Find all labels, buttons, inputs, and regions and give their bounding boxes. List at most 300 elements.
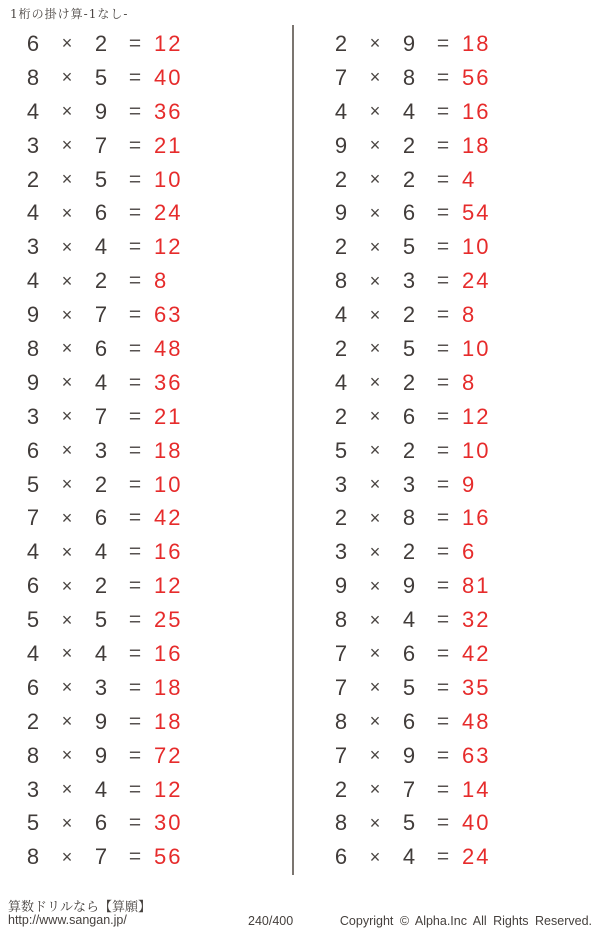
multiplier: 9 <box>94 98 108 124</box>
times-sign: × <box>369 474 381 495</box>
answer: 12 <box>154 234 183 260</box>
answer: 30 <box>154 810 183 836</box>
multiplier: 9 <box>402 742 416 768</box>
multiplicand: 2 <box>334 234 348 260</box>
multiplicand: 7 <box>334 674 348 700</box>
answer: 21 <box>154 403 183 429</box>
times-sign: × <box>61 270 73 291</box>
problem-row <box>296 298 600 332</box>
multiplier: 2 <box>402 369 416 395</box>
times-sign: × <box>61 135 73 156</box>
problem-row <box>0 739 290 773</box>
multiplicand: 3 <box>26 403 40 429</box>
problem-row <box>296 468 600 502</box>
multiplicand: 4 <box>334 98 348 124</box>
times-sign: × <box>369 575 381 596</box>
times-sign: × <box>61 101 73 122</box>
equals-sign: = <box>436 201 450 225</box>
times-sign: × <box>61 609 73 630</box>
times-sign: × <box>369 338 381 359</box>
multiplier: 6 <box>94 810 108 836</box>
multiplier: 6 <box>402 640 416 666</box>
multiplicand: 9 <box>334 200 348 226</box>
times-sign: × <box>369 202 381 223</box>
problem-row <box>0 332 290 366</box>
multiplier: 2 <box>94 30 108 56</box>
multiplier: 7 <box>402 776 416 802</box>
multiplier: 3 <box>402 268 416 294</box>
problem-row <box>0 298 290 332</box>
multiplicand: 4 <box>26 539 40 565</box>
problem-row <box>296 840 600 874</box>
equals-sign: = <box>436 235 450 259</box>
answer: 8 <box>154 268 169 294</box>
multiplicand: 7 <box>334 742 348 768</box>
multiplier: 6 <box>94 335 108 361</box>
multiplicand: 3 <box>26 234 40 260</box>
multiplicand: 7 <box>334 64 348 90</box>
equals-sign: = <box>128 574 142 598</box>
problem-row <box>296 27 600 61</box>
multiplicand: 7 <box>26 505 40 531</box>
multiplier: 6 <box>402 200 416 226</box>
answer: 10 <box>154 166 183 192</box>
answer: 48 <box>154 335 183 361</box>
page-title: 1桁の掛け算-1なし- <box>10 7 129 21</box>
problem-row <box>0 501 290 535</box>
answer: 81 <box>462 573 491 599</box>
equals-sign: = <box>128 201 142 225</box>
answer: 8 <box>462 369 477 395</box>
problem-row <box>0 196 290 230</box>
equals-sign: = <box>128 65 142 89</box>
equals-sign: = <box>436 777 450 801</box>
multiplicand: 8 <box>334 607 348 633</box>
footer-site-url: http://www.sangan.jp/ <box>8 913 127 927</box>
answer: 12 <box>154 573 183 599</box>
copyright-text: Copyright © Alpha.Inc All Rights Reserved. <box>339 914 592 928</box>
answer: 8 <box>462 302 477 328</box>
problem-row <box>296 230 600 264</box>
times-sign: × <box>369 372 381 393</box>
answer: 36 <box>154 369 183 395</box>
answer: 35 <box>462 674 491 700</box>
problem-row <box>296 434 600 468</box>
multiplier: 3 <box>402 471 416 497</box>
multiplier: 6 <box>402 403 416 429</box>
times-sign: × <box>61 338 73 359</box>
answer: 36 <box>154 98 183 124</box>
multiplier: 5 <box>94 64 108 90</box>
equals-sign: = <box>436 608 450 632</box>
answer: 16 <box>154 539 183 565</box>
answer: 10 <box>462 437 491 463</box>
multiplier: 4 <box>94 539 108 565</box>
times-sign: × <box>61 779 73 800</box>
times-sign: × <box>61 846 73 867</box>
equals-sign: = <box>128 31 142 55</box>
multiplicand: 9 <box>334 132 348 158</box>
multiplier: 6 <box>94 505 108 531</box>
equals-sign: = <box>128 167 142 191</box>
equals-sign: = <box>128 438 142 462</box>
problem-row <box>296 705 600 739</box>
equals-sign: = <box>128 269 142 293</box>
problem-row <box>0 61 290 95</box>
times-sign: × <box>61 507 73 528</box>
times-sign: × <box>61 474 73 495</box>
multiplier: 4 <box>94 776 108 802</box>
times-sign: × <box>61 304 73 325</box>
equals-sign: = <box>436 811 450 835</box>
multiplier: 5 <box>402 674 416 700</box>
times-sign: × <box>61 575 73 596</box>
problem-row <box>296 264 600 298</box>
answer: 40 <box>154 64 183 90</box>
problem-row <box>296 129 600 163</box>
answer: 54 <box>462 200 491 226</box>
multiplicand: 2 <box>26 708 40 734</box>
times-sign: × <box>61 812 73 833</box>
answer: 25 <box>154 607 183 633</box>
multiplier: 7 <box>94 302 108 328</box>
times-sign: × <box>369 541 381 562</box>
answer: 24 <box>462 268 491 294</box>
problem-row <box>296 671 600 705</box>
multiplier: 7 <box>94 844 108 870</box>
equals-sign: = <box>436 99 450 123</box>
multiplicand: 9 <box>26 369 40 395</box>
times-sign: × <box>369 270 381 291</box>
multiplicand: 5 <box>26 607 40 633</box>
multiplicand: 9 <box>26 302 40 328</box>
times-sign: × <box>369 169 381 189</box>
equals-sign: = <box>436 404 450 428</box>
multiplier: 2 <box>94 573 108 599</box>
problem-row <box>0 366 290 400</box>
multiplier: 4 <box>94 234 108 260</box>
times-sign: × <box>369 304 381 325</box>
times-sign: × <box>61 372 73 393</box>
equals-sign: = <box>436 336 450 360</box>
answer: 10 <box>462 234 491 260</box>
problems-column-left <box>0 27 290 874</box>
equals-sign: = <box>128 99 142 123</box>
multiplier: 2 <box>94 268 108 294</box>
multiplier: 4 <box>94 640 108 666</box>
multiplicand: 2 <box>334 776 348 802</box>
equals-sign: = <box>128 506 142 530</box>
times-sign: × <box>61 33 73 54</box>
equals-sign: = <box>436 574 450 598</box>
problem-row <box>0 163 290 197</box>
problem-row <box>0 264 290 298</box>
answer: 24 <box>154 200 183 226</box>
multiplicand: 8 <box>26 335 40 361</box>
times-sign: × <box>61 202 73 223</box>
answer: 63 <box>154 302 183 328</box>
answer: 10 <box>154 471 183 497</box>
multiplier: 4 <box>402 844 416 870</box>
multiplicand: 6 <box>26 30 40 56</box>
problem-row <box>0 603 290 637</box>
equals-sign: = <box>436 303 450 327</box>
multiplicand: 3 <box>26 132 40 158</box>
problem-row <box>0 806 290 840</box>
equals-sign: = <box>436 845 450 869</box>
answer: 16 <box>154 640 183 666</box>
problem-row <box>296 603 600 637</box>
equals-sign: = <box>128 404 142 428</box>
multiplier: 6 <box>94 200 108 226</box>
multiplicand: 4 <box>26 98 40 124</box>
problem-row <box>296 569 600 603</box>
times-sign: × <box>61 541 73 562</box>
multiplier: 5 <box>402 810 416 836</box>
multiplier: 5 <box>402 335 416 361</box>
equals-sign: = <box>128 303 142 327</box>
equals-sign: = <box>436 743 450 767</box>
problem-row <box>296 366 600 400</box>
answer: 4 <box>462 166 477 192</box>
equals-sign: = <box>128 845 142 869</box>
times-sign: × <box>369 101 381 122</box>
equals-sign: = <box>128 336 142 360</box>
multiplier: 5 <box>94 166 108 192</box>
footer-site-label: 算数ドリルなら【算願】 <box>8 900 152 915</box>
answer: 14 <box>462 776 491 802</box>
times-sign: × <box>369 711 381 732</box>
answer: 24 <box>462 844 491 870</box>
equals-sign: = <box>436 438 450 462</box>
equals-sign: = <box>128 370 142 394</box>
equals-sign: = <box>436 641 450 665</box>
problem-row <box>0 535 290 569</box>
multiplicand: 8 <box>26 742 40 768</box>
multiplicand: 8 <box>26 844 40 870</box>
answer: 9 <box>462 471 477 497</box>
problem-row <box>296 61 600 95</box>
multiplicand: 8 <box>334 708 348 734</box>
times-sign: × <box>61 406 73 427</box>
multiplier: 3 <box>94 674 108 700</box>
multiplicand: 8 <box>26 64 40 90</box>
equals-sign: = <box>436 709 450 733</box>
answer: 56 <box>462 64 491 90</box>
multiplicand: 3 <box>26 776 40 802</box>
equals-sign: = <box>436 472 450 496</box>
problem-row <box>296 400 600 434</box>
multiplier: 5 <box>402 234 416 260</box>
answer: 18 <box>462 30 491 56</box>
times-sign: × <box>369 135 381 156</box>
problem-row <box>296 806 600 840</box>
times-sign: × <box>369 236 381 257</box>
equals-sign: = <box>436 65 450 89</box>
problem-row <box>0 95 290 129</box>
multiplicand: 6 <box>26 674 40 700</box>
problem-row <box>0 230 290 264</box>
answer: 10 <box>462 335 491 361</box>
equals-sign: = <box>128 743 142 767</box>
multiplicand: 2 <box>26 166 40 192</box>
equals-sign: = <box>128 235 142 259</box>
multiplier: 2 <box>402 302 416 328</box>
multiplier: 9 <box>402 30 416 56</box>
answer: 12 <box>154 30 183 56</box>
multiplier: 6 <box>402 708 416 734</box>
multiplier: 2 <box>94 471 108 497</box>
times-sign: × <box>369 33 381 54</box>
multiplier: 7 <box>94 132 108 158</box>
times-sign: × <box>369 812 381 833</box>
problem-row <box>0 637 290 671</box>
answer: 21 <box>154 132 183 158</box>
multiplicand: 4 <box>334 369 348 395</box>
problem-row <box>0 27 290 61</box>
times-sign: × <box>369 609 381 630</box>
problem-row <box>296 196 600 230</box>
equals-sign: = <box>128 709 142 733</box>
equals-sign: = <box>436 31 450 55</box>
times-sign: × <box>61 745 73 766</box>
multiplicand: 3 <box>334 471 348 497</box>
times-sign: × <box>61 677 73 698</box>
problem-row <box>0 671 290 705</box>
multiplicand: 2 <box>334 505 348 531</box>
multiplier: 3 <box>94 437 108 463</box>
times-sign: × <box>369 745 381 766</box>
multiplier: 2 <box>402 437 416 463</box>
equals-sign: = <box>436 269 450 293</box>
multiplier: 9 <box>402 573 416 599</box>
problem-row <box>0 840 290 874</box>
equals-sign: = <box>128 811 142 835</box>
equals-sign: = <box>128 608 142 632</box>
times-sign: × <box>369 67 381 88</box>
equals-sign: = <box>436 675 450 699</box>
multiplicand: 2 <box>334 403 348 429</box>
problem-row <box>0 569 290 603</box>
answer: 16 <box>462 98 491 124</box>
multiplicand: 3 <box>334 539 348 565</box>
multiplier: 4 <box>402 98 416 124</box>
multiplier: 2 <box>402 539 416 565</box>
multiplicand: 2 <box>334 30 348 56</box>
multiplicand: 8 <box>334 268 348 294</box>
multiplier: 9 <box>94 742 108 768</box>
answer: 72 <box>154 742 183 768</box>
multiplicand: 6 <box>26 573 40 599</box>
multiplier: 2 <box>402 166 416 192</box>
problem-row <box>296 163 600 197</box>
multiplier: 5 <box>94 607 108 633</box>
multiplier: 2 <box>402 132 416 158</box>
equals-sign: = <box>128 472 142 496</box>
multiplicand: 2 <box>334 166 348 192</box>
times-sign: × <box>369 406 381 427</box>
problem-row <box>0 705 290 739</box>
multiplicand: 4 <box>26 268 40 294</box>
problem-row <box>296 535 600 569</box>
equals-sign: = <box>436 370 450 394</box>
times-sign: × <box>61 440 73 461</box>
problem-row <box>296 501 600 535</box>
multiplier: 9 <box>94 708 108 734</box>
equals-sign: = <box>436 506 450 530</box>
answer: 18 <box>154 437 183 463</box>
times-sign: × <box>61 643 73 664</box>
problems-column-right <box>296 27 600 874</box>
problem-row <box>0 468 290 502</box>
answer: 16 <box>462 505 491 531</box>
answer: 32 <box>462 607 491 633</box>
equals-sign: = <box>128 675 142 699</box>
answer: 42 <box>462 640 491 666</box>
answer: 40 <box>462 810 491 836</box>
multiplier: 7 <box>94 403 108 429</box>
multiplicand: 5 <box>26 810 40 836</box>
multiplicand: 7 <box>334 640 348 666</box>
problem-row <box>296 773 600 807</box>
equals-sign: = <box>436 133 450 157</box>
multiplicand: 5 <box>26 471 40 497</box>
problem-row <box>0 773 290 807</box>
answer: 63 <box>462 742 491 768</box>
multiplier: 8 <box>402 64 416 90</box>
multiplier: 4 <box>402 607 416 633</box>
times-sign: × <box>369 677 381 698</box>
equals-sign: = <box>128 540 142 564</box>
times-sign: × <box>369 507 381 528</box>
multiplicand: 4 <box>334 302 348 328</box>
answer: 12 <box>462 403 491 429</box>
answer: 56 <box>154 844 183 870</box>
answer: 18 <box>154 708 183 734</box>
multiplicand: 4 <box>26 640 40 666</box>
problem-row <box>0 434 290 468</box>
problem-row <box>0 400 290 434</box>
times-sign: × <box>61 67 73 88</box>
multiplicand: 4 <box>26 200 40 226</box>
equals-sign: = <box>436 167 450 191</box>
answer: 42 <box>154 505 183 531</box>
answer: 6 <box>462 539 477 565</box>
times-sign: × <box>369 846 381 867</box>
times-sign: × <box>369 643 381 664</box>
problem-row <box>296 637 600 671</box>
times-sign: × <box>369 779 381 800</box>
problem-row <box>296 739 600 773</box>
equals-sign: = <box>128 133 142 157</box>
multiplicand: 9 <box>334 573 348 599</box>
multiplicand: 8 <box>334 810 348 836</box>
times-sign: × <box>61 236 73 257</box>
multiplicand: 6 <box>334 844 348 870</box>
multiplicand: 2 <box>334 335 348 361</box>
page-indicator: 240/400 <box>248 914 294 928</box>
multiplicand: 6 <box>26 437 40 463</box>
multiplicand: 5 <box>334 437 348 463</box>
problem-row <box>0 129 290 163</box>
times-sign: × <box>369 440 381 461</box>
answer: 12 <box>154 776 183 802</box>
answer: 18 <box>462 132 491 158</box>
multiplier: 8 <box>402 505 416 531</box>
answer: 48 <box>462 708 491 734</box>
times-sign: × <box>61 711 73 732</box>
answer: 18 <box>154 674 183 700</box>
